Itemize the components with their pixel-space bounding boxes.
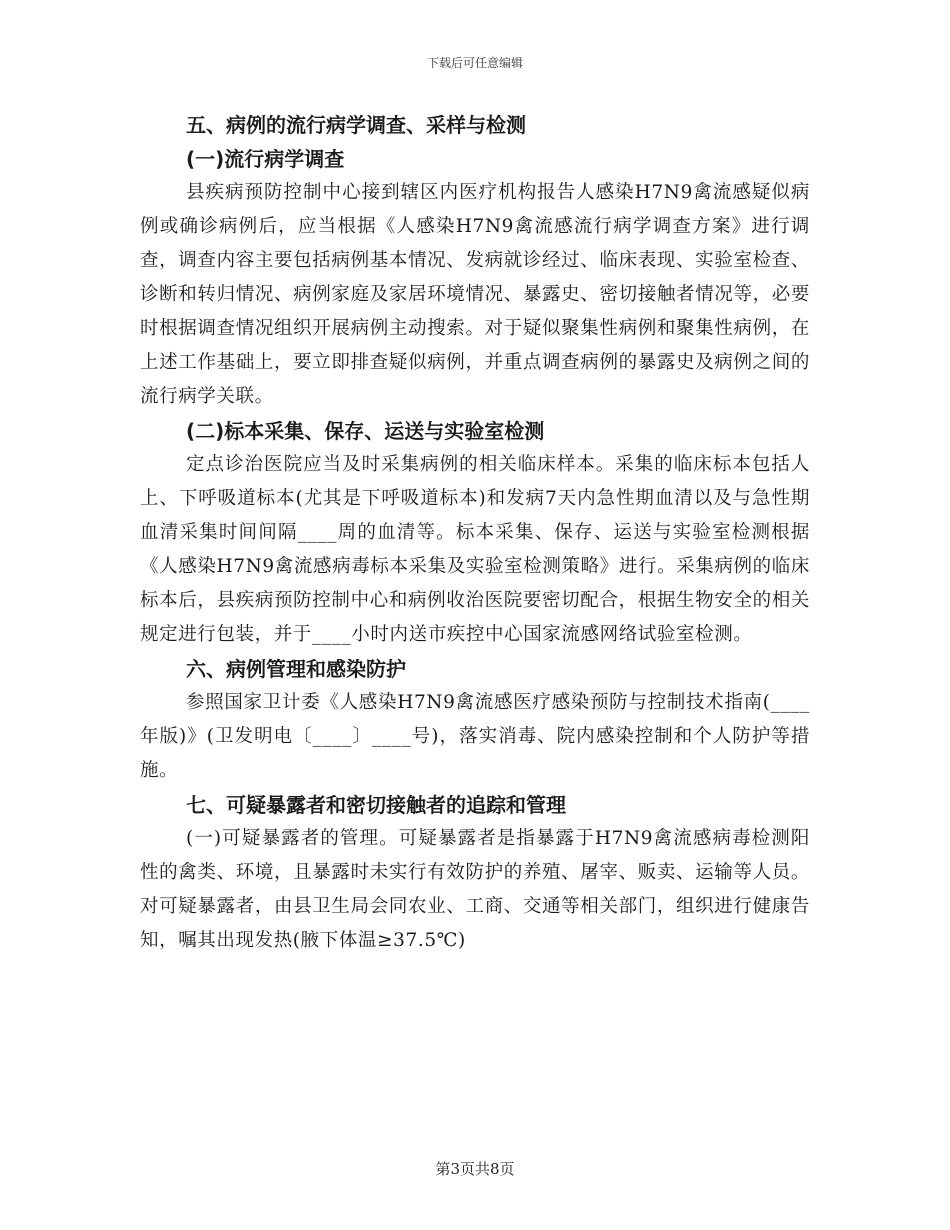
section-heading-5: 五、病例的流行病学调查、采样与检测 [186, 113, 526, 137]
subsection-heading-5-1: (一)流行病学调查 [186, 147, 345, 171]
section-heading-6: 六、病例管理和感染防护 [186, 657, 406, 681]
page-number: 第3页共8页 [435, 1160, 515, 1178]
subsection-heading-5-2: (二)标本采集、保存、运送与实验室检测 [186, 419, 545, 443]
document-body [140, 108, 810, 958]
paragraph-epidemiology: 县疾病预防控制中心接到辖区内医疗机构报告人感染H7N9禽流感疑似病例或确诊病例后，应当根据《人感染H7N9禽流感流行病学调查方案》进行调查，调查内容主要包括病例基本情况、发病就诊经过、临床表现、实验室检查、诊断和转归情况、病例家庭及家居环境情况、暴露史、密切接触者情况等，必要时根据调查情况组织开展病例主动搜索。对于疑似聚集性病例和聚集性病例，在上述工作基础上，要立即排查疑似病例，并重点调查病例的暴露史及病例之间的流行病学关联。 [140, 182, 810, 407]
paragraph-specimen: 定点诊治医院应当及时采集病例的相关临床样本。采集的临床标本包括人上、下呼吸道标本(尤其是下呼吸道标本)和发病7天内急性期血清以及与急性期血清采集时间间隔____周的血清等。标本采集、保存、运送与实验室检测根据《人感染H7N9禽流感病毒标本采集及实验室检测策略》进行。采集病例的临床标本后，县疾病预防控制中心和病例收治医院要密切配合，根据生物安全的相关规定进行包装，并于____小时内送市疾控中心国家流感网络试验室检测。 [140, 454, 810, 645]
section-heading-7: 七、可疑暴露者和密切接触者的追踪和管理 [186, 793, 566, 817]
paragraph-exposure-management: (一)可疑暴露者的管理。可疑暴露者是指暴露于H7N9禽流感病毒检测阳性的禽类、环境，且暴露时未实行有效防护的养殖、屠宰、贩卖、运输等人员。对可疑暴露者，由县卫生局会同农业、工商、交通等相关部门，组织进行健康告知，嘱其出现发热(腋下体温≥37.5℃) [140, 828, 810, 951]
paragraph-infection-protection: 参照国家卫计委《人感染H7N9禽流感医疗感染预防与控制技术指南(____年版)》(卫发明电〔____〕____号)，落实消毒、院内感染控制和个人防护等措施。 [140, 692, 810, 781]
header-note: 下载后可任意编辑 [426, 56, 523, 70]
